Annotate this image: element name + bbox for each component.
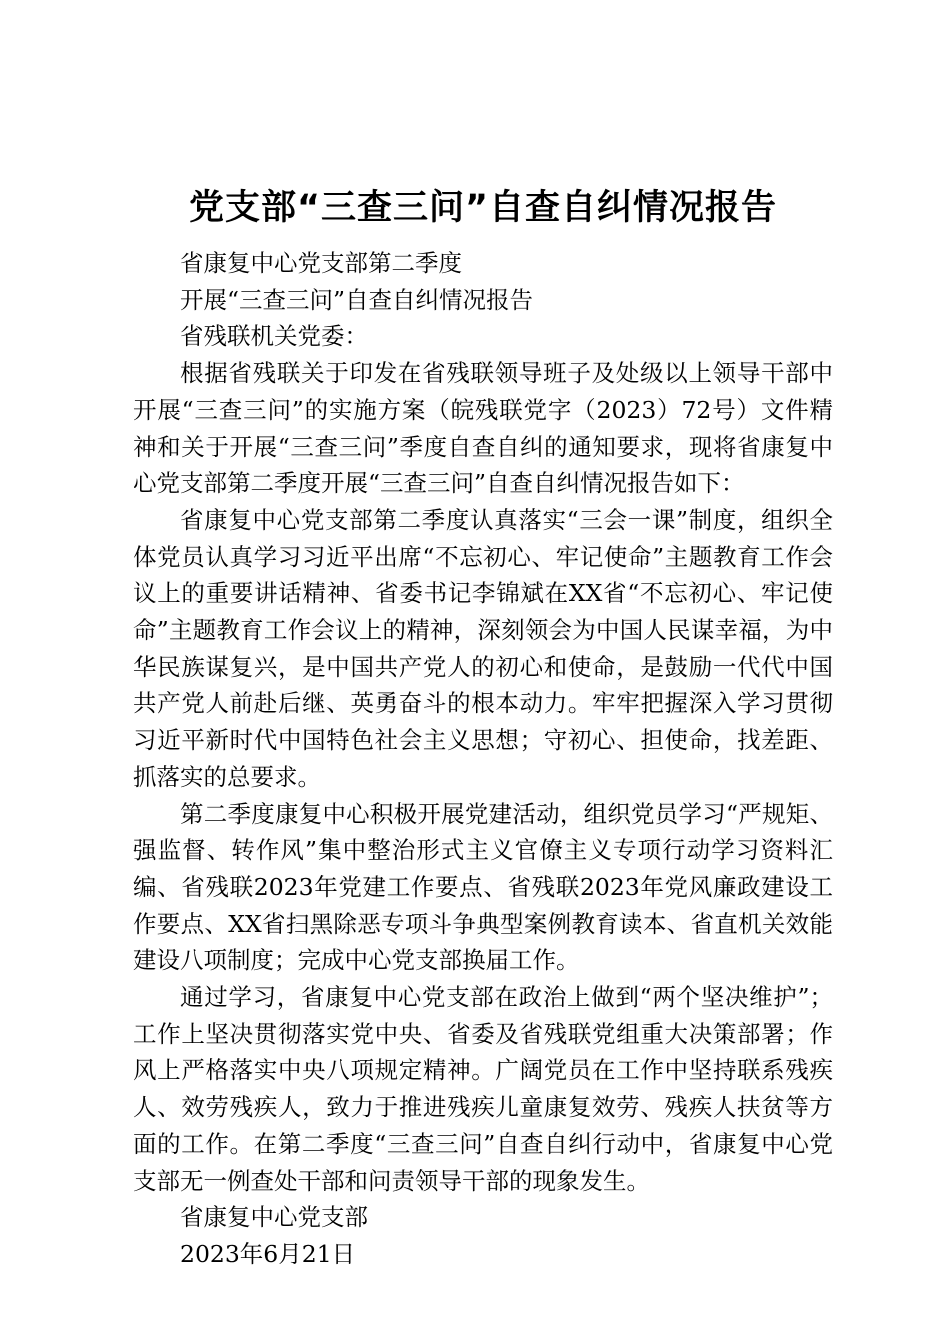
- body-paragraph: 通过学习，省康复中心党支部在政治上做到“两个坚决维护”；工作上坚决贯彻落实党中央、省委及省残联党组重大决策部署；作风上严格落实中央八项规定精神。广阔党员在工作中坚持联系残疾人、效劳残疾人，致力于推进残疾儿童康复效劳、残疾人扶贫等方面的工作。在第二季度“三查三问”自查自纠行动中，省康复中心党支部无一例查处干部和问责领导干部的现象发生。: [133, 983, 833, 1195]
- subtitle-line-1: 省康复中心党支部第二季度: [180, 249, 462, 277]
- document-title: 党支部“三查三问”自查自纠情况报告: [188, 188, 777, 228]
- document-body: [133, 245, 833, 1273]
- document-page: [133, 181, 833, 1273]
- body-paragraph: 第二季度康复中心积极开展党建活动，组织党员学习“严规矩、强监督、转作风”集中整治形式主义官僚主义专项行动学习资料汇编、省残联2023年党建工作要点、省残联2023年党风廉政建设工作要点、XX省扫黑除恶专项斗争典型案例教育读本、省直机关效能建设八项制度；完成中心党支部换届工作。: [133, 799, 833, 975]
- signature-date: 2023年6月21日: [180, 1239, 356, 1268]
- body-paragraph: 根据省残联关于印发在省残联领导班子及处级以上领导干部中开展“三查三问”的实施方案（皖残联党字（2023）72号）文件精神和关于开展“三查三问”季度自查自纠的通知要求，现将省康复中心党支部第二季度开展“三查三问”自查自纠情况报告如下：: [133, 359, 833, 498]
- subtitle-line-2: 开展“三查三问”自查自纠情况报告: [180, 285, 534, 314]
- body-paragraph: 省康复中心党支部第二季度认真落实“三会一课”制度，组织全体党员认真学习习近平出席“不忘初心、牢记使命”主题教育工作会议上的重要讲话精神、省委书记李锦斌在XX省“不忘初心、牢记使命”主题教育工作会议上的精神，深刻领会为中国人民谋幸福，为中华民族谋复兴，是中国共产党人的初心和使命，是鼓励一代代中国共产党人前赴后继、英勇奋斗的根本动力。牢牢把握深入学习贯彻习近平新时代中国特色社会主义思想；守初心、担使命，找差距、抓落实的总要求。: [133, 505, 833, 791]
- addressee: 省残联机关党委：: [180, 322, 368, 351]
- signature-org: 省康复中心党支部: [180, 1203, 368, 1232]
